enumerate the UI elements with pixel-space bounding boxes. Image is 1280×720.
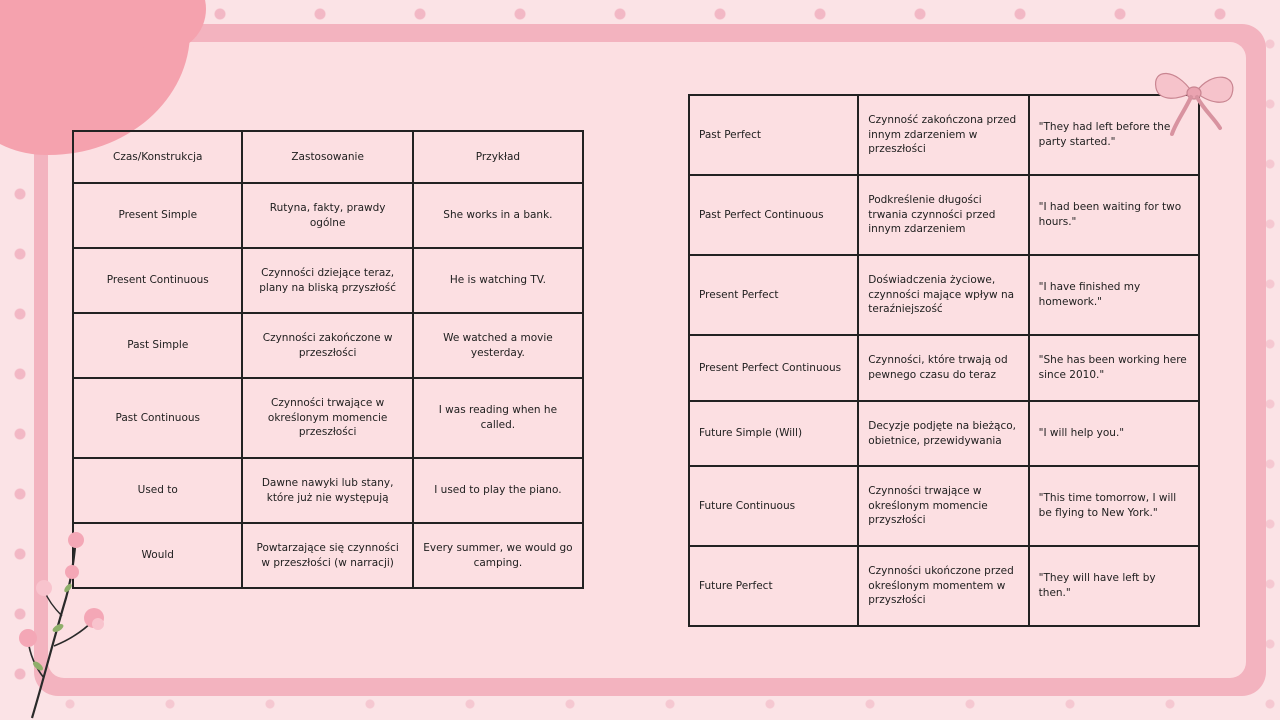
table-cell: Czynności ukończone przed określonym momentem w przyszłości bbox=[858, 546, 1028, 626]
table-cell: Decyzje podjęte na bieżąco, obietnice, przewidywania bbox=[858, 401, 1028, 466]
table-row bbox=[689, 335, 1199, 401]
table-header-row bbox=[73, 131, 583, 183]
tense-table-left bbox=[72, 130, 584, 589]
table-cell: Powtarzające się czynności w przeszłości (w narracji) bbox=[242, 523, 412, 588]
table-cell: Every summer, we would go camping. bbox=[413, 523, 583, 588]
table-cell: Would bbox=[73, 523, 242, 588]
table-row bbox=[689, 255, 1199, 335]
table-cell: I was reading when he called. bbox=[413, 378, 583, 458]
table-cell: Present Perfect bbox=[689, 255, 858, 335]
table-cell: Czynności zakończone w przeszłości bbox=[242, 313, 412, 378]
table-cell: Past Perfect bbox=[689, 95, 858, 175]
table-cell: "I had been waiting for two hours." bbox=[1029, 175, 1199, 255]
table-cell: Past Perfect Continuous bbox=[689, 175, 858, 255]
table-cell: He is watching TV. bbox=[413, 248, 583, 313]
table-cell: "I have finished my homework." bbox=[1029, 255, 1199, 335]
table-cell: Czynności dziejące teraz, plany na bliską przyszłość bbox=[242, 248, 412, 313]
table-cell: "This time tomorrow, I will be flying to New York." bbox=[1029, 466, 1199, 546]
table-cell: "They will have left by then." bbox=[1029, 546, 1199, 626]
header-cell: Przykład bbox=[413, 131, 583, 183]
header-cell: Czas/Konstrukcja bbox=[73, 131, 242, 183]
table-row bbox=[73, 378, 583, 458]
table-row bbox=[73, 458, 583, 523]
table-row bbox=[689, 401, 1199, 466]
table-row bbox=[689, 466, 1199, 546]
table-row bbox=[689, 95, 1199, 175]
table-cell: Dawne nawyki lub stany, które już nie występują bbox=[242, 458, 412, 523]
table-cell: Used to bbox=[73, 458, 242, 523]
table-cell: Future Simple (Will) bbox=[689, 401, 858, 466]
table-cell: Czynność zakończona przed innym zdarzeniem w przeszłości bbox=[858, 95, 1028, 175]
table-row bbox=[73, 248, 583, 313]
table-cell: Present Continuous bbox=[73, 248, 242, 313]
header-cell: Zastosowanie bbox=[242, 131, 412, 183]
table-cell: I used to play the piano. bbox=[413, 458, 583, 523]
table-cell: "She has been working here since 2010." bbox=[1029, 335, 1199, 401]
table-row bbox=[689, 546, 1199, 626]
table-cell: Future Perfect bbox=[689, 546, 858, 626]
table-cell: Present Perfect Continuous bbox=[689, 335, 858, 401]
table-cell: Future Continuous bbox=[689, 466, 858, 546]
table-cell: Past Continuous bbox=[73, 378, 242, 458]
table-row bbox=[689, 175, 1199, 255]
table-cell: Podkreślenie długości trwania czynności przed innym zdarzeniem bbox=[858, 175, 1028, 255]
bow-icon bbox=[1146, 58, 1242, 138]
table-row bbox=[73, 313, 583, 378]
table-cell: Czynności trwające w określonym momencie przyszłości bbox=[858, 466, 1028, 546]
table-cell: She works in a bank. bbox=[413, 183, 583, 248]
table-cell: Past Simple bbox=[73, 313, 242, 378]
blossom-branch-icon bbox=[14, 528, 124, 720]
table-row bbox=[73, 523, 583, 588]
table-cell: "They had left before the party started." bbox=[1029, 95, 1199, 175]
table-cell: Rutyna, fakty, prawdy ogólne bbox=[242, 183, 412, 248]
table-cell: "I will help you." bbox=[1029, 401, 1199, 466]
table-row bbox=[73, 183, 583, 248]
table-cell: Present Simple bbox=[73, 183, 242, 248]
tense-table-right bbox=[688, 94, 1200, 627]
table-cell: Doświadczenia życiowe, czynności mające wpływ na teraźniejszość bbox=[858, 255, 1028, 335]
table-cell: Czynności, które trwają od pewnego czasu do teraz bbox=[858, 335, 1028, 401]
table-cell: Czynności trwające w określonym momencie przeszłości bbox=[242, 378, 412, 458]
table-cell: We watched a movie yesterday. bbox=[413, 313, 583, 378]
